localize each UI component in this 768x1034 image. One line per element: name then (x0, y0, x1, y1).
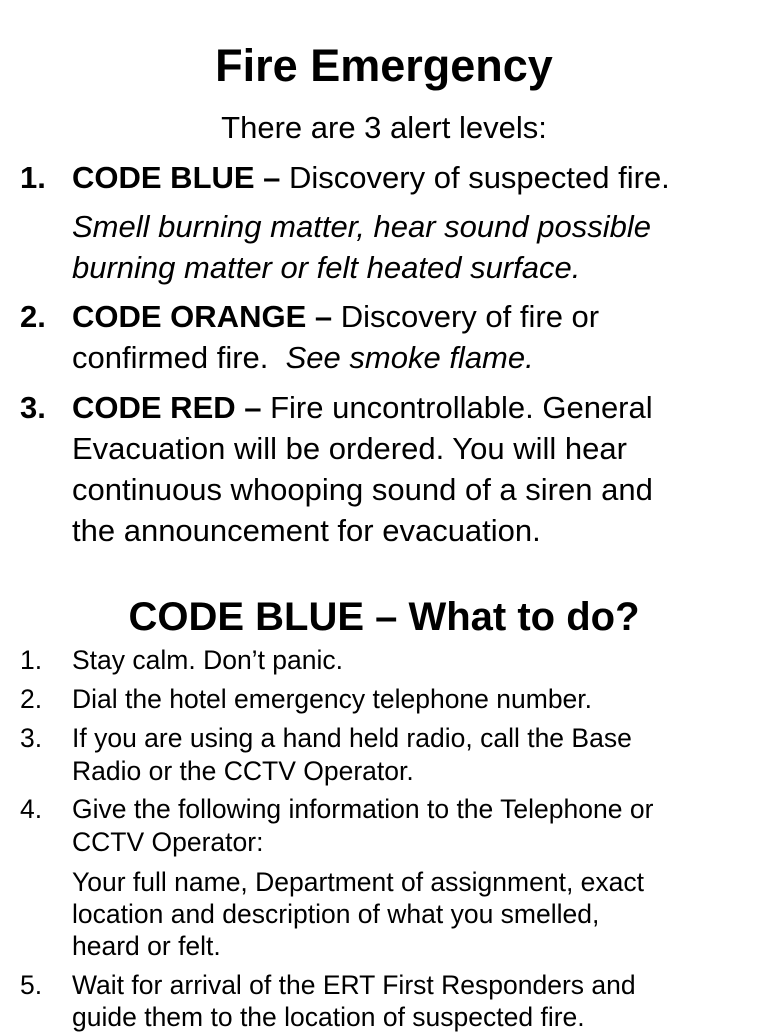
step-subtext: location and description of what you smelled, (72, 899, 600, 929)
alert-level-code: CODE BLUE – (72, 160, 281, 195)
step-number: 3. (20, 723, 43, 753)
alert-level-line (72, 296, 599, 337)
alert-level-number: 2. (20, 299, 46, 334)
alert-level-description: Fire uncontrollable. General (261, 390, 653, 425)
alert-level-number: 3. (20, 390, 46, 425)
alert-level-note: Smell burning matter, hear sound possible (72, 209, 651, 244)
alert-level-description: the announcement for evacuation. (72, 513, 541, 548)
alert-level-code: CODE RED – (72, 390, 262, 425)
step-text: Radio or the CCTV Operator. (72, 756, 414, 786)
step-text: guide them to the location of suspected fire. (72, 1002, 585, 1032)
step-text: CCTV Operator: (72, 827, 264, 857)
step-number: 4. (20, 794, 43, 824)
alert-level-description: Discovery of suspected fire. (280, 160, 670, 195)
alert-level-number: 1. (20, 160, 46, 195)
alert-level-description: confirmed fire. (72, 340, 286, 375)
page-title: Fire Emergency (215, 40, 553, 91)
step-subtext: heard or felt. (72, 931, 221, 961)
step-number: 2. (20, 684, 43, 714)
alert-level-description: Discovery of fire or (332, 299, 600, 334)
section-title: CODE BLUE – What to do? (128, 595, 640, 639)
step-text: If you are using a hand held radio, call the Base (72, 723, 632, 753)
alert-level-description: Evacuation will be ordered. You will hear (72, 431, 627, 466)
step-number: 5. (20, 970, 43, 1000)
step-subtext: Your full name, Department of assignment, exact (72, 867, 645, 897)
intro-text: There are 3 alert levels: (221, 110, 547, 145)
step-text: Stay calm. Don’t panic. (72, 645, 344, 675)
alert-level-note: See smoke flame. (285, 340, 534, 375)
alert-level-line (72, 387, 653, 428)
alert-level-line (72, 157, 670, 198)
alert-level-note: burning matter or felt heated surface. (72, 250, 581, 285)
alert-level-description: continuous whooping sound of a siren and (72, 472, 653, 507)
step-text: Wait for arrival of the ERT First Responders and (72, 970, 636, 1000)
step-text: Dial the hotel emergency telephone number. (72, 684, 593, 714)
step-number: 1. (20, 645, 43, 675)
step-text: Give the following information to the Telephone or (72, 794, 654, 824)
alert-level-line (72, 337, 534, 378)
alert-level-code: CODE ORANGE – (72, 299, 333, 334)
